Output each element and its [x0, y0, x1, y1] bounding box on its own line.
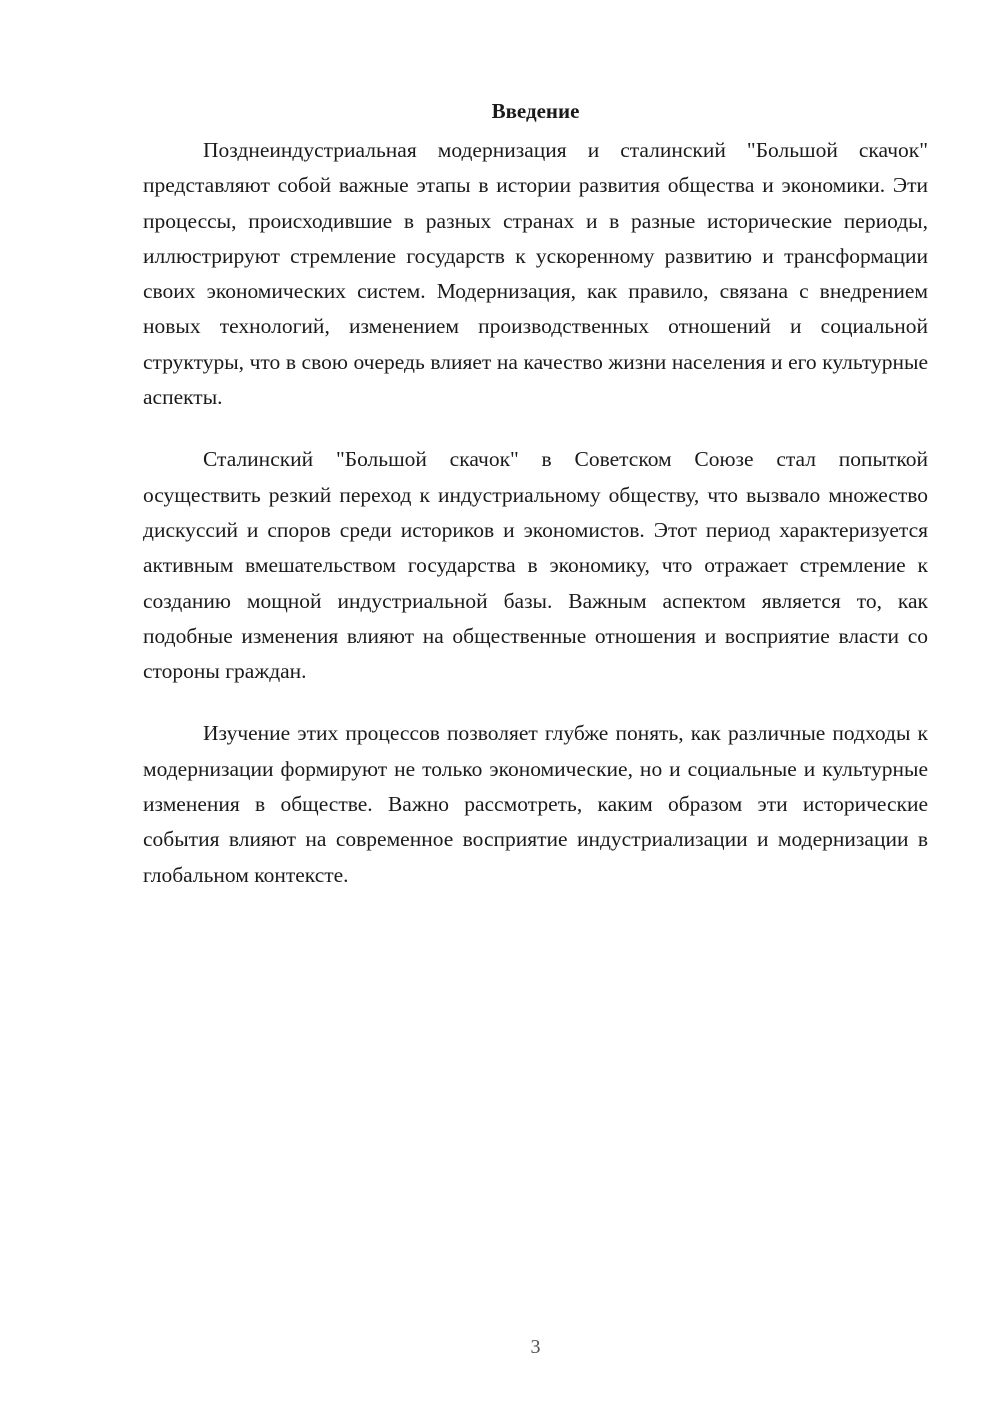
page-content — [143, 96, 928, 920]
paragraph-3: Изучение этих процессов позволяет глубже понять, как различные подходы к модернизации формируют не только экономические, но и социальные и культурные изменения в обществе. Важно рассмотреть, каким образом эти исторические события влияют на современное восприятие индустриализации и модернизации в глобальном контексте. — [143, 721, 928, 887]
paragraph-2: Сталинский "Большой скачок" в Советском Союзе стал попыткой осуществить резкий переход к индустриальному обществу, что вызвало множество дискуссий и споров среди историков и экономистов. Этот период характеризуется активным вмешательством государства в экономику, что отражает стремление к созданию мощной индустриальной базы. Важным аспектом является то, как подобные изменения влияют на общественные отношения и восприятие власти со стороны граждан. — [143, 447, 928, 684]
paragraph-1: Позднеиндустриальная модернизация и сталинский "Большой скачок" представляют собой важные этапы в истории развития общества и экономики. Эти процессы, происходившие в разных странах и в разные исторические периоды, иллюстрируют стремление государств к ускоренному развитию и трансформации своих экономических систем. Модернизация, как правило, связана с внедрением новых технологий, изменением производственных отношений и социальной структуры, что в свою очередь влияет на качество жизни населения и его культурные аспекты. — [143, 138, 928, 410]
page-number: 3 — [530, 1336, 541, 1358]
section-title: Введение — [491, 99, 580, 123]
